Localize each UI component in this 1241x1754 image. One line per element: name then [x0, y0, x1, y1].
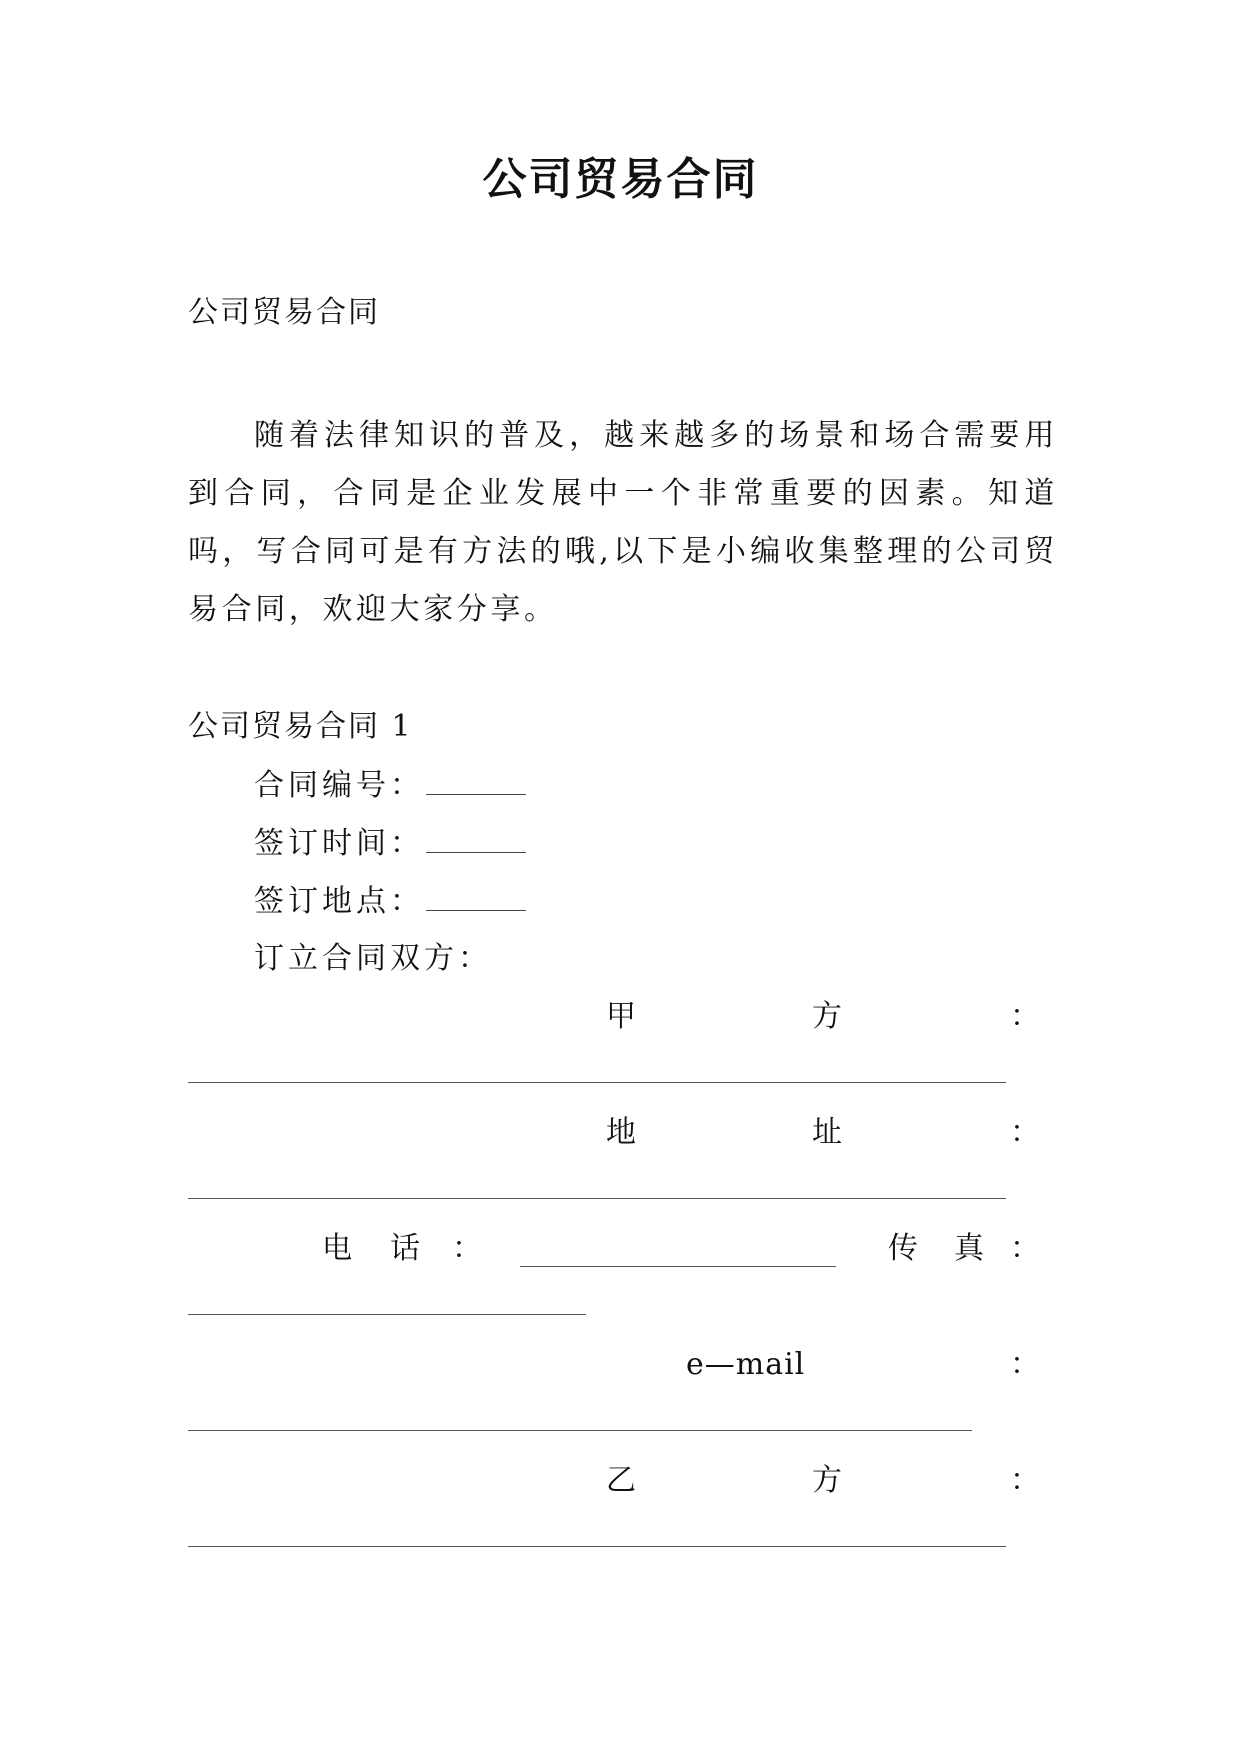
fax-label-1: 传 [888, 1231, 918, 1266]
party-b-blank-line [188, 1546, 1006, 1547]
party-a-label-1: 甲 [606, 999, 636, 1034]
address-label-2: 址 [812, 1115, 842, 1150]
address-label-1: 地 [606, 1115, 636, 1150]
phone-blank-line [520, 1266, 836, 1267]
document-title: 公司贸易合同 [482, 154, 759, 205]
party-a-blank-line [188, 1082, 1006, 1083]
sign-time-field [254, 822, 526, 865]
party-b-colon: ： [1010, 1463, 1040, 1498]
phone-label-1: 电 [322, 1231, 352, 1266]
address-blank-line [188, 1198, 1006, 1199]
parties-label: 订立合同双方： [254, 941, 492, 976]
contract-number-label: 合同编号： [254, 768, 424, 803]
sign-place-blank [426, 880, 526, 911]
party-b-label-1: 乙 [606, 1463, 636, 1498]
sign-time-label: 签订时间： [254, 826, 424, 861]
sign-place-field [254, 880, 526, 923]
party-a-colon: ： [1010, 999, 1040, 1034]
intro-paragraph: 随着法律知识的普及，越来越多的场景和场合需要用到合同，合同是企业发展中一个非常重要的因素。知道吗，写合同可是有方法的哦,以下是小编收集整理的公司贸易合同，欢迎大家分享。 [188, 418, 1058, 627]
email-colon: ： [1010, 1347, 1040, 1382]
address-colon: ： [1010, 1115, 1040, 1150]
contract-number-blank [426, 764, 526, 795]
sign-place-label: 签订地点： [254, 884, 424, 919]
party-b-label-2: 方 [812, 1463, 842, 1498]
party-a-label-2: 方 [812, 999, 842, 1034]
fax-blank-line [188, 1314, 586, 1315]
contract-heading: 公司贸易合同 1 [188, 709, 413, 744]
phone-colon: ： [452, 1231, 482, 1266]
email-blank-line [188, 1430, 972, 1431]
fax-label-2: 真 [954, 1231, 984, 1266]
contract-number-field [254, 764, 526, 807]
sign-time-blank [426, 822, 526, 853]
fax-colon: ： [1010, 1231, 1040, 1266]
email-label: e—mail [686, 1347, 806, 1382]
document-subtitle: 公司贸易合同 [188, 295, 380, 330]
phone-label-2: 话 [390, 1231, 420, 1266]
